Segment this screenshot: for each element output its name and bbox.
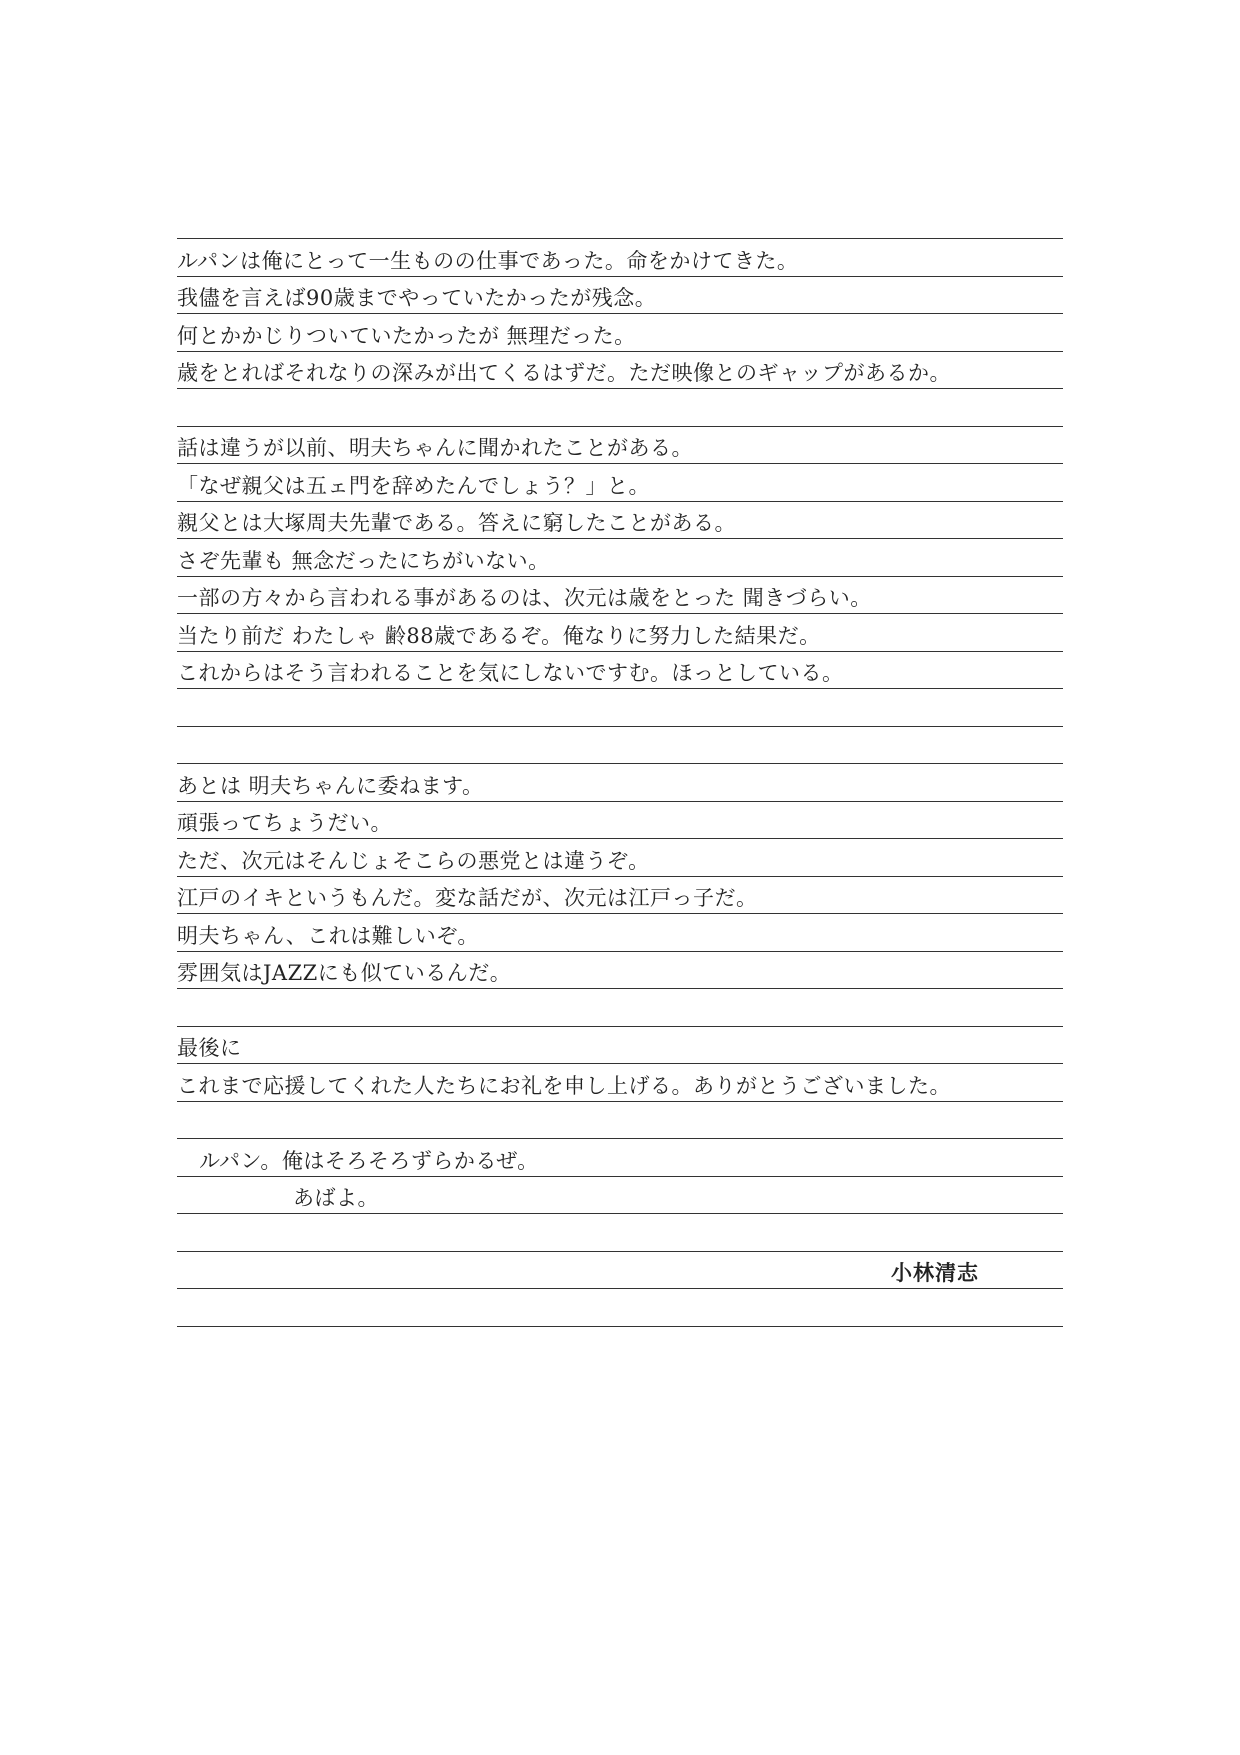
ruled-line (177, 577, 1063, 615)
ruled-line (177, 1252, 1063, 1290)
letter-line: これからはそう言われることを気にしないですむ。ほっとしている。 (177, 661, 844, 685)
ruled-line (177, 1214, 1063, 1252)
ruled-line (177, 652, 1063, 690)
ruled-line (177, 239, 1063, 277)
letter-line: 我儘を言えば90歳までやっていたかったが残念。 (177, 286, 657, 310)
ruled-line (177, 464, 1063, 502)
ruled-line (177, 764, 1063, 802)
ruled-line (177, 1064, 1063, 1102)
letter-line: 一部の方々から言われる事があるのは、次元は歳をとった 聞きづらい。 (177, 586, 872, 610)
ruled-line (177, 1289, 1063, 1327)
letter-line: 江戸のイキというもんだ。変な話だが、次元は江戸っ子だ。 (177, 886, 758, 910)
ruled-line (177, 727, 1063, 765)
ruled-line (177, 989, 1063, 1027)
ruled-line (177, 502, 1063, 540)
letter-line: 雰囲気はJAZZにも似ているんだ。 (177, 961, 512, 985)
ruled-line (177, 952, 1063, 990)
letter-line: 歳をとればそれなりの深みが出てくるはずだ。ただ映像とのギャップがあるか。 (177, 361, 951, 385)
letter-line: ルパン。俺はそろそろずらかるぜ。 (199, 1148, 539, 1173)
letter-line: 明夫ちゃん、これは難しいぞ。 (177, 923, 479, 948)
letter-line: 最後に (177, 1036, 242, 1060)
letter-line: これまで応援してくれた人たちにお礼を申し上げる。ありがとうございました。 (177, 1073, 951, 1098)
ruled-line (177, 877, 1063, 915)
ruled-lines (177, 238, 1063, 1327)
ruled-line (177, 614, 1063, 652)
ruled-line (177, 914, 1063, 952)
ruled-line (177, 352, 1063, 390)
ruled-line (177, 839, 1063, 877)
signature: 小林清志 (891, 1261, 979, 1285)
letter-line: 何とかかじりついていたかったが 無理だった。 (177, 323, 636, 348)
letter-line: あとは 明夫ちゃんに委ねます。 (177, 773, 484, 798)
letter-line: 親父とは大塚周夫先輩である。答えに窮したことがある。 (177, 511, 736, 535)
ruled-line (177, 389, 1063, 427)
letter-line: ただ、次元はそんじょそこらの悪党とは違うぞ。 (177, 848, 650, 873)
ruled-line (177, 539, 1063, 577)
letter-line: 話は違うが以前、明夫ちゃんに聞かれたことがある。 (177, 436, 693, 460)
ruled-line (177, 1102, 1063, 1140)
letter-line: ルパンは俺にとって一生ものの仕事であった。命をかけてきた。 (177, 248, 799, 273)
letter-line: 「なぜ親父は五ェ門を辞めたんでしょう？」と。 (177, 473, 650, 498)
ruled-line (177, 427, 1063, 465)
ruled-line (177, 1027, 1063, 1065)
letter-line: あばよ。 (293, 1186, 379, 1210)
ruled-line (177, 277, 1063, 315)
ruled-line (177, 314, 1063, 352)
letter-line: 当たり前だ わたしゃ 齢88歳であるぞ。俺なりに努力した結果だ。 (177, 623, 821, 648)
letter-line: 頑張ってちょうだい。 (177, 811, 392, 835)
ruled-line (177, 689, 1063, 727)
letter-line: さぞ先輩も 無念だったにちがいない。 (177, 548, 550, 573)
ruled-line (177, 1177, 1063, 1215)
ruled-line (177, 802, 1063, 840)
ruled-line (177, 1139, 1063, 1177)
